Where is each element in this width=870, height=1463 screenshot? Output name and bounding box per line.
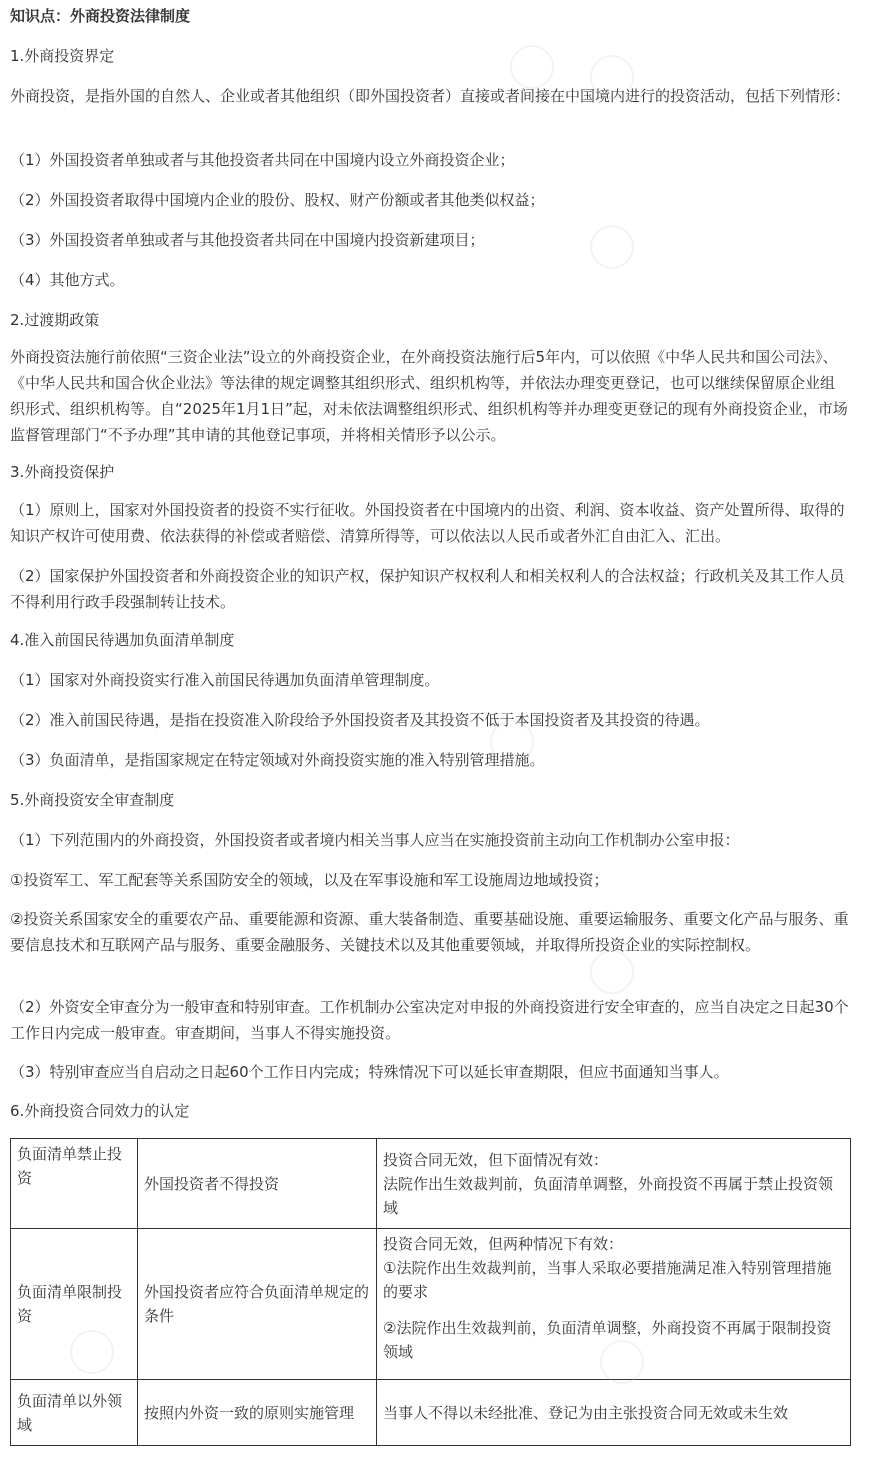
table-cell: 负面清单限制投资	[11, 1229, 138, 1380]
list-item: （1）下列范围内的外商投资，外国投资者或者境内相关当事人应当在实施投资前主动向工作机制办公室申报：	[10, 831, 740, 849]
list-item: （3）外国投资者单独或者与其他投资者共同在中国境内投资新建项目；	[10, 231, 485, 249]
list-item: （2）国家保护外国投资者和外商投资企业的知识产权，保护知识产权权利人和相关权利人的合法权益；行政机关及其工作人员不得利用行政手段强制转让技术。	[10, 567, 845, 611]
list-item: ②投资关系国家安全的重要农产品、重要能源和资源、重大装备制造、重要基础设施、重要运输服务、重要文化产品与服务、重要信息技术和互联网产品与服务、重要金融服务、关键技术以及其他重要领域，并取得所投资企业的实际控制权。	[10, 910, 849, 954]
list-item: （4）其他方式。	[10, 271, 125, 289]
table-row	[11, 1380, 851, 1446]
table-row	[11, 1229, 851, 1380]
cell-text: 法院作出生效裁判前，负面清单调整，外商投资不再属于禁止投资领域	[383, 1174, 834, 1217]
list-item: （2）准入前国民待遇，是指在投资准入阶段给予外国投资者及其投资不低于本国投资者及其投资的待遇。	[10, 711, 710, 729]
section-heading-6: 6.外商投资合同效力的认定	[10, 1102, 190, 1120]
contract-validity-table	[10, 1138, 851, 1446]
table-row	[11, 1139, 851, 1229]
table-cell: 当事人不得以未经批准、登记为由主张投资合同无效或未生效	[377, 1380, 851, 1446]
section-heading-5: 5.外商投资安全审查制度	[10, 791, 175, 809]
table-cell: 外国投资者应符合负面清单规定的条件	[138, 1229, 377, 1380]
cell-text: 投资合同无效，但下面情况有效：	[383, 1150, 609, 1169]
list-item: （1）原则上，国家对外国投资者的投资不实行征收。外国投资者在中国境内的出资、利润、资本收益、资产处置所得、取得的知识产权许可使用费、依法获得的补偿或者赔偿、清算所得等，可以依法以人民币或者外汇自由汇入、汇出。	[10, 501, 845, 545]
list-item: （1）国家对外商投资实行准入前国民待遇加负面清单管理制度。	[10, 671, 440, 689]
cell-text: ②法院作出生效裁判前，负面清单调整，外商投资不再属于限制投资领域	[383, 1319, 832, 1361]
table-cell	[377, 1139, 851, 1229]
list-item: （3）负面清单，是指国家规定在特定领域对外商投资实施的准入特别管理措施。	[10, 751, 545, 769]
page-title: 知识点：外商投资法律制度	[10, 7, 191, 25]
paragraph-transition: 外商投资法施行前依照“三资企业法”设立的外商投资企业，在外商投资法施行后5年内，可以依照《中华人民共和国公司法》、《中华人民共和国合伙企业法》等法律的规定调整其组织形式、组织机构等，并依法办理变更登记，也可以继续保留原企业组织形式、组织机构等。自“2025年1月1日”起，对未依法调整组织形式、组织机构等并办理变更登记的现有外商投资企业，市场监督管理部门“不予办理”其申请的其他登记事项，并将相关情形予以公示。	[10, 348, 848, 444]
list-item: （1）外国投资者单独或者与其他投资者共同在中国境内设立外商投资企业；	[10, 151, 515, 169]
section-heading-3: 3.外商投资保护	[10, 463, 115, 481]
table-cell: 负面清单禁止投资	[11, 1139, 138, 1229]
table-cell: 负面清单以外领域	[11, 1380, 138, 1446]
list-item: （2）外资安全审查分为一般审查和特别审查。工作机制办公室决定对申报的外商投资进行安全审查的，应当自决定之日起30个工作日内完成一般审查。审查期间，当事人不得实施投资。	[10, 998, 849, 1042]
list-item: （2）外国投资者取得中国境内企业的股份、股权、财产份额或者其他类似权益；	[10, 191, 545, 209]
cell-text: 投资合同无效，但两种情况下有效：	[383, 1235, 624, 1253]
cell-text: ①法院作出生效裁判前，当事人采取必要措施满足准入特别管理措施的要求	[383, 1259, 832, 1301]
section-heading-1: 1.外商投资界定	[10, 47, 115, 65]
section-heading-4: 4.准入前国民待遇加负面清单制度	[10, 631, 235, 649]
list-item: ①投资军工、军工配套等关系国防安全的领域，以及在军事设施和军工设施周边地域投资；	[10, 871, 609, 889]
list-item: （3）特别审查应当自启动之日起60个工作日内完成；特殊情况下可以延长审查期限，但应书面通知当事人。	[10, 1063, 729, 1081]
table-cell	[377, 1229, 851, 1380]
table-cell: 外国投资者不得投资	[138, 1139, 377, 1229]
table-cell: 按照内外资一致的原则实施管理	[138, 1380, 377, 1446]
paragraph-definition: 外商投资，是指外国的自然人、企业或者其他组织（即外国投资者）直接或者间接在中国境内进行的投资活动，包括下列情形：	[10, 87, 851, 105]
section-heading-2: 2.过渡期政策	[10, 311, 100, 329]
